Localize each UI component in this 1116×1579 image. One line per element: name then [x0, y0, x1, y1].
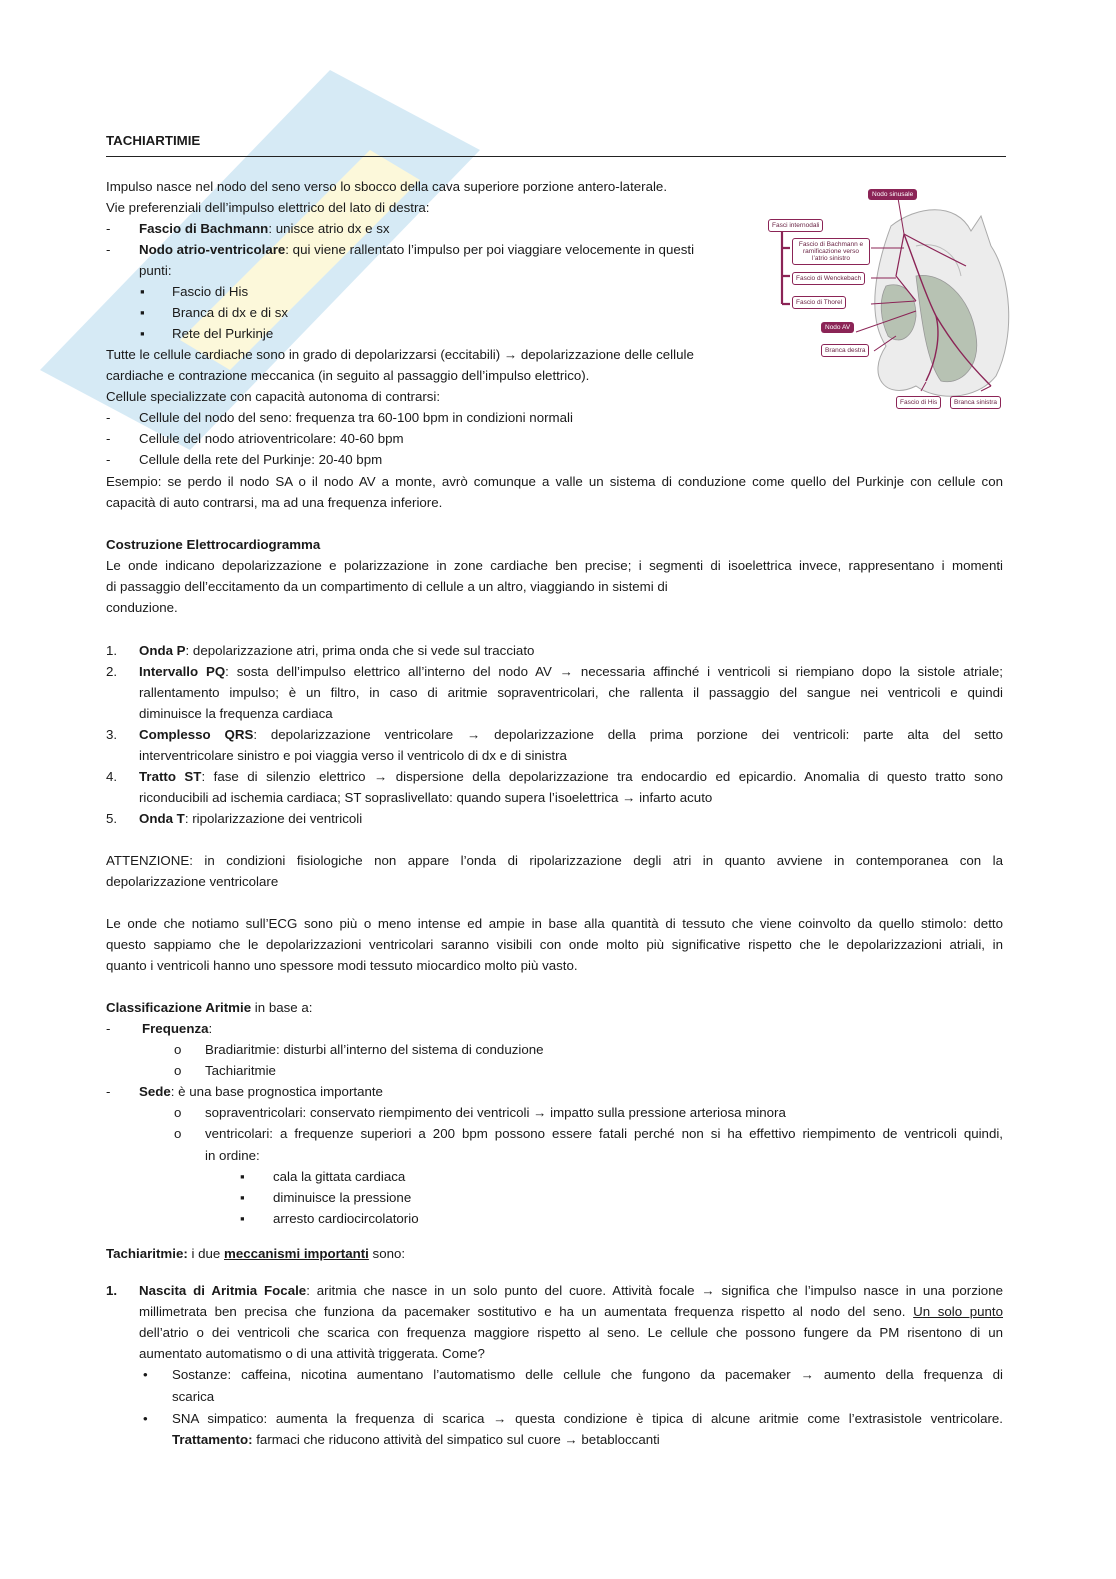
term: Trattamento: [172, 1432, 253, 1447]
example-line: capacità di auto contrarsi, ma ad una frequenza inferiore. [106, 495, 443, 510]
focal-cont: aumentato automatismo o di una attività triggerata. Come? [139, 1346, 485, 1361]
wave-item [139, 724, 1003, 745]
term: Nascita di Aritmia Focale [139, 1283, 307, 1298]
paragraph-line: Tutte le cellule cardiache sono in grado di depolarizzarsi (eccitabili) → depolarizzazione delle cellule [106, 347, 694, 362]
term: Onda T [139, 811, 185, 826]
bullet: - [106, 431, 111, 446]
label-nodo-sinusale: Nodo sinusale [868, 189, 917, 200]
list-number: 3. [106, 727, 118, 742]
title-divider [106, 156, 1006, 157]
term: Intervallo PQ [139, 664, 226, 679]
dot-bullet: • [143, 1367, 148, 1382]
pathway-item [106, 218, 110, 239]
heading-term: Tachiaritmie: [106, 1246, 188, 1261]
list-number: 5. [106, 811, 118, 826]
example-line: Esempio: se perdo il nodo SA o il nodo AV a monte, avrò comunque a valle un sistema di conduzione come quello del Purkinje con cellule con [106, 474, 1003, 489]
class-item-cont: in ordine: [205, 1148, 260, 1163]
wave-item-cont: interventricolare sinistro e poi viaggia verso il ventricolo di dx e di sinistra [139, 748, 567, 763]
ecg-intro-line: conduzione. [106, 600, 178, 615]
subpoint: Branca di dx e di sx [172, 305, 289, 320]
square-bullet: ▪ [140, 284, 145, 299]
treatment-line [172, 1429, 660, 1450]
circle-bullet: o [174, 1105, 182, 1120]
heart-conduction-figure [766, 186, 1016, 416]
definition: : ripolarizzazione dei ventricoli [184, 811, 363, 826]
definition: : aritmia che nasce in un solo punto del cuore. Attività focale → significa che l’impulso nasce in una porzione [306, 1283, 1003, 1298]
cell-item: Cellule della rete del Purkinje: 20-40 bpm [139, 452, 383, 467]
wave-item [139, 661, 1003, 682]
cell-item: Cellule del nodo del seno: frequenza tra 60-100 bpm in condizioni normali [139, 410, 573, 425]
bullet: - [106, 1084, 111, 1099]
consequence-item: arresto cardiocircolatorio [273, 1211, 419, 1226]
heading-text: in base a: [251, 1000, 313, 1015]
definition: : depolarizzazione atri, prima onda che si vede sul tracciato [185, 643, 535, 658]
definition: : fase di silenzio elettrico → dispersione della depolarizzazione tra endocardio ed epicardio. Anomalia di questo tratto sono [201, 769, 1004, 784]
cause-item-cont: scarica [172, 1389, 215, 1404]
wave-item-cont: diminuisce la frequenza cardiaca [139, 706, 333, 721]
wave-item [139, 766, 1003, 787]
label-branca-destra: Branca destra [821, 344, 869, 357]
square-bullet: ▪ [240, 1211, 245, 1226]
label-nodo-av: Nodo AV [821, 322, 854, 333]
definition: : è una base prognostica importante [170, 1084, 383, 1099]
bullet: - [106, 1021, 111, 1036]
circle-bullet: o [174, 1126, 182, 1141]
term: Tratto ST [139, 769, 202, 784]
list-number: 1. [106, 1283, 118, 1298]
heading-text: sono: [368, 1246, 406, 1261]
class-sede [139, 1081, 383, 1102]
page-title: TACHIARTIMIE [106, 133, 201, 148]
square-bullet: ▪ [240, 1190, 245, 1205]
label-fascio-bachmann: Fascio di Bachmann e ramificazione verso l’atrio sinistro [792, 238, 870, 265]
term: Sostanze: [172, 1367, 232, 1382]
intro-line: Vie preferenziali dell’impulso elettrico del lato di destra: [106, 200, 430, 215]
pathway-cont: punti: [139, 263, 172, 278]
definition: : [208, 1021, 213, 1036]
paragraph-line: Cellule specializzate con capacità autonoma di contrarsi: [106, 389, 441, 404]
definition: : qui viene rallentato l’impulso per poi viaggiare velocemente in questi [285, 242, 695, 257]
list-number: 2. [106, 664, 118, 679]
definition: caffeina, nicotina aumentano l’automatismo delle cellule che fungono da pacemaker → aumento della frequenza di [231, 1367, 1003, 1382]
bullet: - [106, 242, 111, 257]
definition: : unisce atrio dx e sx [268, 221, 390, 236]
attention-line: ATTENZIONE: in condizioni fisiologiche non appare l’onda di ripolarizzazione degli atri in quanto avviene in contemporanea con la [106, 853, 1003, 868]
list-number: 4. [106, 769, 118, 784]
list-number: 1. [106, 643, 118, 658]
pathway-item [106, 239, 110, 260]
wave-item [139, 808, 362, 829]
term: Onda P [139, 643, 186, 658]
term: Sede [139, 1084, 171, 1099]
class-item: sopraventricolari: conservato riempimento dei ventricoli → impatto sulla pressione arteriosa minora [205, 1105, 786, 1120]
class-frequency [142, 1018, 212, 1039]
term: Complesso QRS [139, 727, 254, 742]
definition: : depolarizzazione ventricolare → depolarizzazione della prima porzione dei ventricoli: parte alta del setto [253, 727, 1004, 742]
focal-item [139, 1280, 1003, 1301]
intro-line: Impulso nasce nel nodo del seno verso lo sbocco della cava superiore porzione antero-laterale. [106, 179, 668, 194]
focal-cont: dell’atrio o dei ventricoli che scarica con frequenza maggiore rispetto al seno. Le cellule che possono fungere da PM risentono di un [139, 1325, 1003, 1340]
section-heading-classification [106, 997, 312, 1018]
class-item: Tachiaritmie [205, 1063, 276, 1078]
label-fascio-wenckebach: Fascio di Wenckebach [792, 272, 865, 285]
ecg-intro-line: Le onde indicano depolarizzazione e polarizzazione in zone cardiache ben precise; i segmenti di isoelettrica invece, rappresentano i momenti [106, 558, 1003, 573]
definition: farmaci che riducono attività del simpatico sul cuore → betabloccanti [252, 1432, 660, 1447]
square-bullet: ▪ [140, 326, 145, 341]
section-heading-ecg: Costruzione Elettrocardiogramma [106, 537, 321, 552]
heading-underline: meccanismi importanti [224, 1246, 369, 1261]
cell-item: Cellule del nodo atrioventricolare: 40-60 bpm [139, 431, 404, 446]
circle-bullet: o [174, 1042, 182, 1057]
term: Nodo atrio-ventricolare [139, 242, 286, 257]
cause-item: SNA simpatico: aumenta la frequenza di scarica → questa condizione è tipica di alcune aritmie come l’extrasistole ventricolare. [172, 1411, 1003, 1426]
ecg-intro-line: di passaggio dell’eccitamento da un compartimento di cellule a un altro, viaggiando in sistemi di [106, 579, 668, 594]
wave-item-cont: rallentamento impulso; è un filtro, in caso di aritmie sopraventricolari, che rallenta il passaggio del sangue nei ventricoli e quindi [139, 685, 1003, 700]
waves-para-line: questo sappiamo che le depolarizzazioni ventricolari saranno visibili con onde molto più significative rispetto che le depolarizzazioni atriali, in [106, 937, 1003, 952]
label-fascio-thorel: Fascio di Thorel [792, 296, 846, 309]
consequence-item: diminuisce la pressione [273, 1190, 412, 1205]
waves-para-line: Le onde che notiamo sull’ECG sono più o meno intense ed ampie in base alla quantità di tessuto che viene coinvolto da quello stimolo: detto [106, 916, 1003, 931]
subpoint: Fascio di His [172, 284, 249, 299]
wave-item-cont: riconducibili ad ischemia cardiaca; ST sopraslivellato: quando supera l’isoelettrica → infarto acuto [139, 790, 713, 805]
section-heading-tachi [106, 1243, 405, 1264]
cause-item [172, 1364, 1003, 1385]
underlined-text: Un solo punto [913, 1304, 1003, 1319]
label-fascio-his: Fascio di His [896, 396, 941, 409]
label-branca-sinistra: Branca sinistra [950, 396, 1001, 409]
term: Frequenza [142, 1021, 209, 1036]
square-bullet: ▪ [140, 305, 145, 320]
class-item: Bradiaritmie: disturbi all’interno del sistema di conduzione [205, 1042, 544, 1057]
pathway-text [139, 239, 694, 260]
focal-cont [139, 1301, 1003, 1322]
consequence-item: cala la gittata cardiaca [273, 1169, 406, 1184]
attention-line: depolarizzazione ventricolare [106, 874, 279, 889]
paragraph-line: cardiache e contrazione meccanica (in seguito al passaggio dell’impulso elettrico). [106, 368, 590, 383]
definition: millimetrata ben precisa che funziona da pacemaker sostitutivo e ha un aumentata frequenza rispetto al nodo del seno. [139, 1304, 914, 1319]
definition: : sosta dell’impulso elettrico all’interno del nodo AV → necessaria affinché i ventricoli si riempiano dopo la sistole atriale; [225, 664, 1003, 679]
class-item: ventricolari: a frequenze superiori a 200 bpm possono essere fatali perché non si ha effettivo riempimento de ventricoli quindi, [205, 1126, 1003, 1141]
subpoint: Rete del Purkinje [172, 326, 274, 341]
pathway-text [139, 218, 390, 239]
heading-term: Classificazione Aritmie [106, 1000, 252, 1015]
square-bullet: ▪ [240, 1169, 245, 1184]
bullet: - [106, 221, 111, 236]
dot-bullet: • [143, 1411, 148, 1426]
waves-para-line: quanto i ventricoli hanno uno spessore modi tessuto miocardico molto più vasto. [106, 958, 578, 973]
circle-bullet: o [174, 1063, 182, 1078]
label-fasci-internodali: Fasci internodali [768, 219, 823, 232]
heading-text: i due [187, 1246, 225, 1261]
bullet: - [106, 410, 111, 425]
bullet: - [106, 452, 111, 467]
wave-item [139, 640, 534, 661]
term: Fascio di Bachmann [139, 221, 269, 236]
